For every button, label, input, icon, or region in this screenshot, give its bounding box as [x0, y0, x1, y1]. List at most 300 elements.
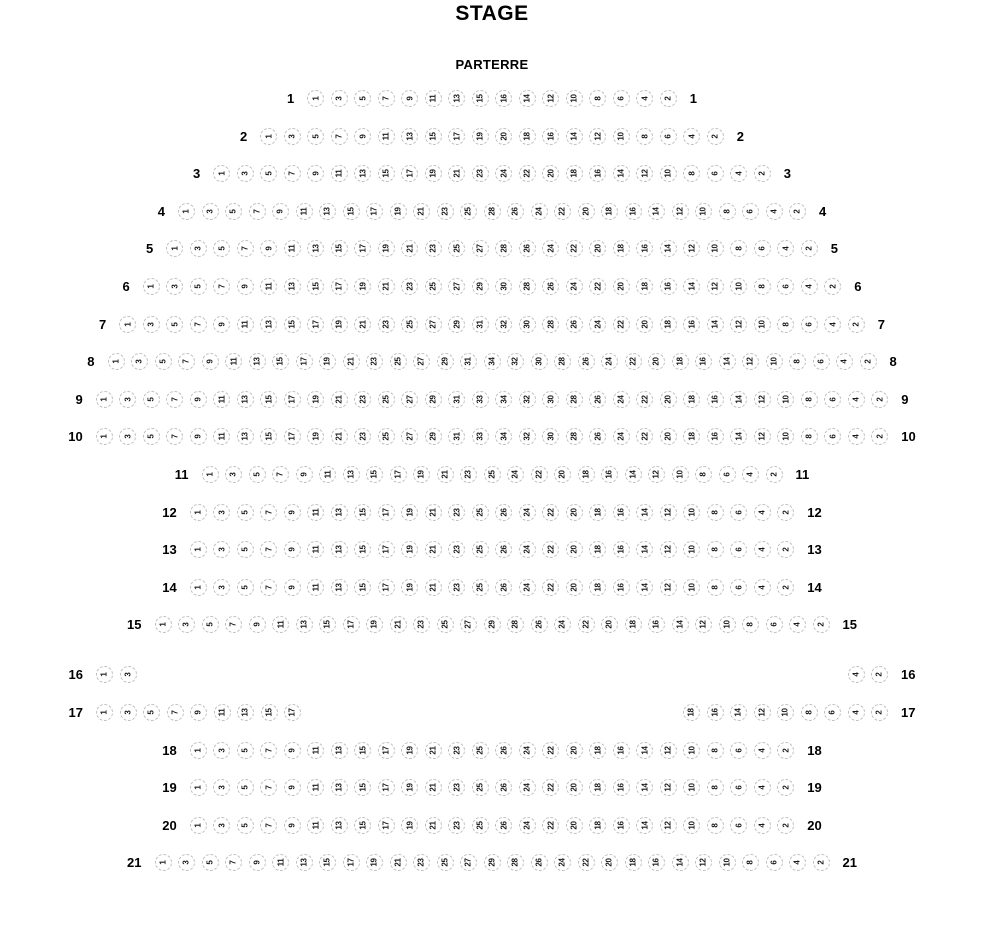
seat-row17-n13[interactable]	[237, 704, 254, 721]
seat-row9-n32[interactable]	[519, 391, 536, 408]
seat-row21-n6[interactable]	[766, 854, 783, 871]
seat-row4-n14[interactable]	[648, 203, 665, 220]
seat-row21-n23[interactable]	[413, 854, 430, 871]
seat-row10-n15[interactable]	[260, 428, 277, 445]
seat-row17-n3[interactable]	[120, 704, 137, 721]
seat-row2-n19[interactable]	[472, 128, 489, 145]
seat-row14-n11[interactable]	[307, 579, 324, 596]
seat-row9-n19[interactable]	[307, 391, 324, 408]
seat-row4-n21[interactable]	[413, 203, 430, 220]
seat-row9-n25[interactable]	[378, 391, 395, 408]
seat-row4-n12[interactable]	[672, 203, 689, 220]
seat-row20-n8[interactable]	[707, 817, 724, 834]
seat-row8-n5[interactable]	[155, 353, 172, 370]
seat-row9-n28[interactable]	[566, 391, 583, 408]
seat-row6-n15[interactable]	[307, 278, 324, 295]
seat-row9-n29[interactable]	[425, 391, 442, 408]
seat-row21-n11[interactable]	[272, 854, 289, 871]
seat-row15-n28[interactable]	[507, 616, 524, 633]
seat-row4-n24[interactable]	[531, 203, 548, 220]
seat-row7-n1[interactable]	[119, 316, 136, 333]
seat-row20-n24[interactable]	[519, 817, 536, 834]
seat-row4-n15[interactable]	[343, 203, 360, 220]
seat-row7-n23[interactable]	[378, 316, 395, 333]
seat-row11-n8[interactable]	[695, 466, 712, 483]
seat-row10-n7[interactable]	[166, 428, 183, 445]
seat-row20-n9[interactable]	[284, 817, 301, 834]
seat-row11-n6[interactable]	[719, 466, 736, 483]
seat-row16-n3[interactable]	[120, 666, 137, 683]
seat-row11-n25[interactable]	[484, 466, 501, 483]
seat-row6-n18[interactable]	[636, 278, 653, 295]
seat-row14-n19[interactable]	[401, 579, 418, 596]
seat-row7-n30[interactable]	[519, 316, 536, 333]
seat-row10-n8[interactable]	[801, 428, 818, 445]
seat-row13-n19[interactable]	[401, 541, 418, 558]
seat-row21-n28[interactable]	[507, 854, 524, 871]
seat-row15-n2[interactable]	[813, 616, 830, 633]
seat-row18-n15[interactable]	[354, 742, 371, 759]
seat-row7-n31[interactable]	[472, 316, 489, 333]
seat-row9-n23[interactable]	[354, 391, 371, 408]
seat-row19-n8[interactable]	[707, 779, 724, 796]
seat-row6-n6[interactable]	[777, 278, 794, 295]
seat-row3-n5[interactable]	[260, 165, 277, 182]
seat-row19-n25[interactable]	[472, 779, 489, 796]
seat-row9-n30[interactable]	[542, 391, 559, 408]
seat-row11-n5[interactable]	[249, 466, 266, 483]
seat-row10-n34[interactable]	[495, 428, 512, 445]
seat-row7-n29[interactable]	[448, 316, 465, 333]
seat-row19-n26[interactable]	[495, 779, 512, 796]
seat-row15-n27[interactable]	[460, 616, 477, 633]
seat-row13-n24[interactable]	[519, 541, 536, 558]
seat-row3-n18[interactable]	[566, 165, 583, 182]
seat-row3-n22[interactable]	[519, 165, 536, 182]
seat-row1-n7[interactable]	[378, 90, 395, 107]
seat-row17-n18[interactable]	[683, 704, 700, 721]
seat-row20-n16[interactable]	[613, 817, 630, 834]
seat-row19-n9[interactable]	[284, 779, 301, 796]
seat-row6-n30[interactable]	[495, 278, 512, 295]
seat-row13-n9[interactable]	[284, 541, 301, 558]
seat-row2-n14[interactable]	[566, 128, 583, 145]
seat-row21-n25[interactable]	[437, 854, 454, 871]
seat-row1-n5[interactable]	[354, 90, 371, 107]
seat-row13-n15[interactable]	[354, 541, 371, 558]
seat-row15-n13[interactable]	[296, 616, 313, 633]
seat-row12-n20[interactable]	[566, 504, 583, 521]
seat-row3-n8[interactable]	[683, 165, 700, 182]
seat-row15-n19[interactable]	[366, 616, 383, 633]
seat-row18-n19[interactable]	[401, 742, 418, 759]
seat-row7-n5[interactable]	[166, 316, 183, 333]
seat-row10-n3[interactable]	[119, 428, 136, 445]
seat-row3-n21[interactable]	[448, 165, 465, 182]
seat-row3-n17[interactable]	[401, 165, 418, 182]
seat-row8-n16[interactable]	[695, 353, 712, 370]
seat-row18-n5[interactable]	[237, 742, 254, 759]
seat-row5-n8[interactable]	[730, 240, 747, 257]
seat-row14-n8[interactable]	[707, 579, 724, 596]
seat-row6-n21[interactable]	[378, 278, 395, 295]
seat-row15-n16[interactable]	[648, 616, 665, 633]
seat-row9-n17[interactable]	[284, 391, 301, 408]
seat-row17-n11[interactable]	[214, 704, 231, 721]
seat-row7-n18[interactable]	[660, 316, 677, 333]
seat-row3-n24[interactable]	[495, 165, 512, 182]
seat-row9-n34[interactable]	[495, 391, 512, 408]
seat-row6-n28[interactable]	[519, 278, 536, 295]
seat-row18-n26[interactable]	[495, 742, 512, 759]
seat-row21-n14[interactable]	[672, 854, 689, 871]
seat-row15-n9[interactable]	[249, 616, 266, 633]
seat-row13-n10[interactable]	[683, 541, 700, 558]
seat-row15-n15[interactable]	[319, 616, 336, 633]
seat-row4-n23[interactable]	[437, 203, 454, 220]
seat-row15-n11[interactable]	[272, 616, 289, 633]
seat-row11-n13[interactable]	[343, 466, 360, 483]
seat-row8-n19[interactable]	[319, 353, 336, 370]
seat-row2-n4[interactable]	[683, 128, 700, 145]
seat-row19-n6[interactable]	[730, 779, 747, 796]
seat-row13-n1[interactable]	[190, 541, 207, 558]
seat-row3-n1[interactable]	[213, 165, 230, 182]
seat-row3-n19[interactable]	[425, 165, 442, 182]
seat-row19-n18[interactable]	[589, 779, 606, 796]
seat-row6-n2[interactable]	[824, 278, 841, 295]
seat-row4-n4[interactable]	[766, 203, 783, 220]
seat-row8-n17[interactable]	[296, 353, 313, 370]
seat-row6-n26[interactable]	[542, 278, 559, 295]
seat-row13-n3[interactable]	[213, 541, 230, 558]
seat-row5-n19[interactable]	[378, 240, 395, 257]
seat-row1-n15[interactable]	[472, 90, 489, 107]
seat-row21-n3[interactable]	[178, 854, 195, 871]
seat-row9-n5[interactable]	[143, 391, 160, 408]
seat-row19-n24[interactable]	[519, 779, 536, 796]
seat-row1-n16[interactable]	[495, 90, 512, 107]
seat-row6-n11[interactable]	[260, 278, 277, 295]
seat-row12-n16[interactable]	[613, 504, 630, 521]
seat-row17-n17[interactable]	[284, 704, 301, 721]
seat-row20-n21[interactable]	[425, 817, 442, 834]
seat-row12-n1[interactable]	[190, 504, 207, 521]
seat-row18-n24[interactable]	[519, 742, 536, 759]
seat-row4-n5[interactable]	[225, 203, 242, 220]
seat-row20-n10[interactable]	[683, 817, 700, 834]
seat-row11-n11[interactable]	[319, 466, 336, 483]
seat-row19-n10[interactable]	[683, 779, 700, 796]
seat-row21-n9[interactable]	[249, 854, 266, 871]
seat-row15-n26[interactable]	[531, 616, 548, 633]
seat-row21-n22[interactable]	[578, 854, 595, 871]
seat-row12-n3[interactable]	[213, 504, 230, 521]
seat-row8-n9[interactable]	[202, 353, 219, 370]
seat-row10-n5[interactable]	[143, 428, 160, 445]
seat-row1-n11[interactable]	[425, 90, 442, 107]
seat-row8-n18[interactable]	[672, 353, 689, 370]
seat-row2-n15[interactable]	[425, 128, 442, 145]
seat-row17-n10[interactable]	[777, 704, 794, 721]
seat-row19-n17[interactable]	[378, 779, 395, 796]
seat-row14-n10[interactable]	[683, 579, 700, 596]
seat-row16-n2[interactable]	[871, 666, 888, 683]
seat-row7-n16[interactable]	[683, 316, 700, 333]
seat-row12-n15[interactable]	[354, 504, 371, 521]
seat-row3-n11[interactable]	[331, 165, 348, 182]
seat-row8-n14[interactable]	[719, 353, 736, 370]
seat-row9-n31[interactable]	[448, 391, 465, 408]
seat-row8-n34[interactable]	[484, 353, 501, 370]
seat-row9-n27[interactable]	[401, 391, 418, 408]
seat-row14-n16[interactable]	[613, 579, 630, 596]
seat-row7-n13[interactable]	[260, 316, 277, 333]
seat-row5-n27[interactable]	[472, 240, 489, 257]
seat-row7-n8[interactable]	[777, 316, 794, 333]
seat-row9-n33[interactable]	[472, 391, 489, 408]
seat-row15-n10[interactable]	[719, 616, 736, 633]
seat-row5-n7[interactable]	[237, 240, 254, 257]
seat-row13-n20[interactable]	[566, 541, 583, 558]
seat-row9-n22[interactable]	[636, 391, 653, 408]
seat-row8-n6[interactable]	[813, 353, 830, 370]
seat-row7-n6[interactable]	[801, 316, 818, 333]
seat-row12-n12[interactable]	[660, 504, 677, 521]
seat-row4-n1[interactable]	[178, 203, 195, 220]
seat-row11-n9[interactable]	[296, 466, 313, 483]
seat-row5-n16[interactable]	[636, 240, 653, 257]
seat-row7-n27[interactable]	[425, 316, 442, 333]
seat-row5-n10[interactable]	[707, 240, 724, 257]
seat-row21-n10[interactable]	[719, 854, 736, 871]
seat-row21-n13[interactable]	[296, 854, 313, 871]
seat-row9-n12[interactable]	[754, 391, 771, 408]
seat-row3-n16[interactable]	[589, 165, 606, 182]
seat-row8-n8[interactable]	[789, 353, 806, 370]
seat-row6-n27[interactable]	[448, 278, 465, 295]
seat-row3-n2[interactable]	[754, 165, 771, 182]
seat-row17-n4[interactable]	[848, 704, 865, 721]
seat-row9-n21[interactable]	[331, 391, 348, 408]
seat-row8-n23[interactable]	[366, 353, 383, 370]
seat-row2-n13[interactable]	[401, 128, 418, 145]
seat-row15-n20[interactable]	[601, 616, 618, 633]
seat-row20-n15[interactable]	[354, 817, 371, 834]
seat-row11-n15[interactable]	[366, 466, 383, 483]
seat-row13-n8[interactable]	[707, 541, 724, 558]
seat-row18-n16[interactable]	[613, 742, 630, 759]
seat-row12-n13[interactable]	[331, 504, 348, 521]
seat-row11-n23[interactable]	[460, 466, 477, 483]
seat-row18-n10[interactable]	[683, 742, 700, 759]
seat-row19-n23[interactable]	[448, 779, 465, 796]
seat-row15-n21[interactable]	[390, 616, 407, 633]
seat-row7-n12[interactable]	[730, 316, 747, 333]
seat-row18-n17[interactable]	[378, 742, 395, 759]
seat-row13-n25[interactable]	[472, 541, 489, 558]
seat-row12-n17[interactable]	[378, 504, 395, 521]
seat-row2-n10[interactable]	[613, 128, 630, 145]
seat-row12-n5[interactable]	[237, 504, 254, 521]
seat-row8-n28[interactable]	[554, 353, 571, 370]
seat-row21-n19[interactable]	[366, 854, 383, 871]
seat-row15-n4[interactable]	[789, 616, 806, 633]
seat-row6-n24[interactable]	[566, 278, 583, 295]
seat-row5-n22[interactable]	[566, 240, 583, 257]
seat-row4-n18[interactable]	[601, 203, 618, 220]
seat-row6-n14[interactable]	[683, 278, 700, 295]
seat-row21-n15[interactable]	[319, 854, 336, 871]
seat-row8-n25[interactable]	[390, 353, 407, 370]
seat-row3-n23[interactable]	[472, 165, 489, 182]
seat-row12-n9[interactable]	[284, 504, 301, 521]
seat-row21-n8[interactable]	[742, 854, 759, 871]
seat-row10-n4[interactable]	[848, 428, 865, 445]
seat-row21-n12[interactable]	[695, 854, 712, 871]
seat-row21-n20[interactable]	[601, 854, 618, 871]
seat-row7-n4[interactable]	[824, 316, 841, 333]
seat-row2-n6[interactable]	[660, 128, 677, 145]
seat-row14-n9[interactable]	[284, 579, 301, 596]
seat-row21-n16[interactable]	[648, 854, 665, 871]
seat-row7-n17[interactable]	[307, 316, 324, 333]
seat-row3-n14[interactable]	[613, 165, 630, 182]
seat-row3-n9[interactable]	[307, 165, 324, 182]
seat-row19-n13[interactable]	[331, 779, 348, 796]
seat-row11-n10[interactable]	[672, 466, 689, 483]
seat-row7-n11[interactable]	[237, 316, 254, 333]
seat-row18-n20[interactable]	[566, 742, 583, 759]
seat-row15-n25[interactable]	[437, 616, 454, 633]
seat-row7-n7[interactable]	[190, 316, 207, 333]
seat-row11-n24[interactable]	[507, 466, 524, 483]
seat-row13-n22[interactable]	[542, 541, 559, 558]
seat-row3-n20[interactable]	[542, 165, 559, 182]
seat-row6-n5[interactable]	[190, 278, 207, 295]
seat-row9-n13[interactable]	[237, 391, 254, 408]
seat-row18-n7[interactable]	[260, 742, 277, 759]
seat-row15-n8[interactable]	[742, 616, 759, 633]
seat-row5-n26[interactable]	[519, 240, 536, 257]
seat-row11-n1[interactable]	[202, 466, 219, 483]
seat-row10-n24[interactable]	[613, 428, 630, 445]
seat-row5-n12[interactable]	[683, 240, 700, 257]
seat-row10-n25[interactable]	[378, 428, 395, 445]
seat-row10-n22[interactable]	[636, 428, 653, 445]
seat-row2-n8[interactable]	[636, 128, 653, 145]
seat-row17-n16[interactable]	[707, 704, 724, 721]
seat-row13-n17[interactable]	[378, 541, 395, 558]
seat-row18-n25[interactable]	[472, 742, 489, 759]
seat-row15-n23[interactable]	[413, 616, 430, 633]
seat-row10-n10[interactable]	[777, 428, 794, 445]
seat-row6-n22[interactable]	[589, 278, 606, 295]
seat-row3-n15[interactable]	[378, 165, 395, 182]
seat-row11-n12[interactable]	[648, 466, 665, 483]
seat-row21-n26[interactable]	[531, 854, 548, 871]
seat-row4-n25[interactable]	[460, 203, 477, 220]
seat-row1-n8[interactable]	[589, 90, 606, 107]
seat-row1-n6[interactable]	[613, 90, 630, 107]
seat-row21-n18[interactable]	[625, 854, 642, 871]
seat-row3-n10[interactable]	[660, 165, 677, 182]
seat-row4-n11[interactable]	[296, 203, 313, 220]
seat-row1-n4[interactable]	[636, 90, 653, 107]
seat-row10-n21[interactable]	[331, 428, 348, 445]
seat-row10-n16[interactable]	[707, 428, 724, 445]
seat-row9-n11[interactable]	[213, 391, 230, 408]
seat-row14-n5[interactable]	[237, 579, 254, 596]
seat-row12-n11[interactable]	[307, 504, 324, 521]
seat-row10-n9[interactable]	[190, 428, 207, 445]
seat-row10-n27[interactable]	[401, 428, 418, 445]
seat-row8-n10[interactable]	[766, 353, 783, 370]
seat-row10-n20[interactable]	[660, 428, 677, 445]
seat-row14-n4[interactable]	[754, 579, 771, 596]
seat-row20-n5[interactable]	[237, 817, 254, 834]
seat-row7-n19[interactable]	[331, 316, 348, 333]
seat-row17-n9[interactable]	[190, 704, 207, 721]
seat-row2-n18[interactable]	[519, 128, 536, 145]
seat-row7-n14[interactable]	[707, 316, 724, 333]
seat-row8-n31[interactable]	[460, 353, 477, 370]
seat-row10-n26[interactable]	[589, 428, 606, 445]
seat-row20-n7[interactable]	[260, 817, 277, 834]
seat-row4-n16[interactable]	[625, 203, 642, 220]
seat-row20-n26[interactable]	[495, 817, 512, 834]
seat-row14-n20[interactable]	[566, 579, 583, 596]
seat-row14-n12[interactable]	[660, 579, 677, 596]
seat-row2-n11[interactable]	[378, 128, 395, 145]
seat-row5-n3[interactable]	[190, 240, 207, 257]
seat-row20-n6[interactable]	[730, 817, 747, 834]
seat-row21-n4[interactable]	[789, 854, 806, 871]
seat-row12-n6[interactable]	[730, 504, 747, 521]
seat-row15-n6[interactable]	[766, 616, 783, 633]
seat-row9-n8[interactable]	[801, 391, 818, 408]
seat-row12-n23[interactable]	[448, 504, 465, 521]
seat-row10-n1[interactable]	[96, 428, 113, 445]
seat-row10-n33[interactable]	[472, 428, 489, 445]
seat-row18-n6[interactable]	[730, 742, 747, 759]
seat-row7-n21[interactable]	[354, 316, 371, 333]
seat-row14-n2[interactable]	[777, 579, 794, 596]
seat-row6-n19[interactable]	[354, 278, 371, 295]
seat-row13-n6[interactable]	[730, 541, 747, 558]
seat-row1-n13[interactable]	[448, 90, 465, 107]
seat-row20-n23[interactable]	[448, 817, 465, 834]
seat-row17-n2[interactable]	[871, 704, 888, 721]
seat-row4-n2[interactable]	[789, 203, 806, 220]
seat-row10-n2[interactable]	[871, 428, 888, 445]
seat-row21-n2[interactable]	[813, 854, 830, 871]
seat-row9-n9[interactable]	[190, 391, 207, 408]
seat-row19-n22[interactable]	[542, 779, 559, 796]
seat-row9-n14[interactable]	[730, 391, 747, 408]
seat-row5-n25[interactable]	[448, 240, 465, 257]
seat-row13-n14[interactable]	[636, 541, 653, 558]
seat-row13-n23[interactable]	[448, 541, 465, 558]
seat-row12-n2[interactable]	[777, 504, 794, 521]
seat-row21-n7[interactable]	[225, 854, 242, 871]
seat-row13-n12[interactable]	[660, 541, 677, 558]
seat-row14-n7[interactable]	[260, 579, 277, 596]
seat-row13-n16[interactable]	[613, 541, 630, 558]
seat-row3-n6[interactable]	[707, 165, 724, 182]
seat-row16-n4[interactable]	[848, 666, 865, 683]
seat-row4-n9[interactable]	[272, 203, 289, 220]
